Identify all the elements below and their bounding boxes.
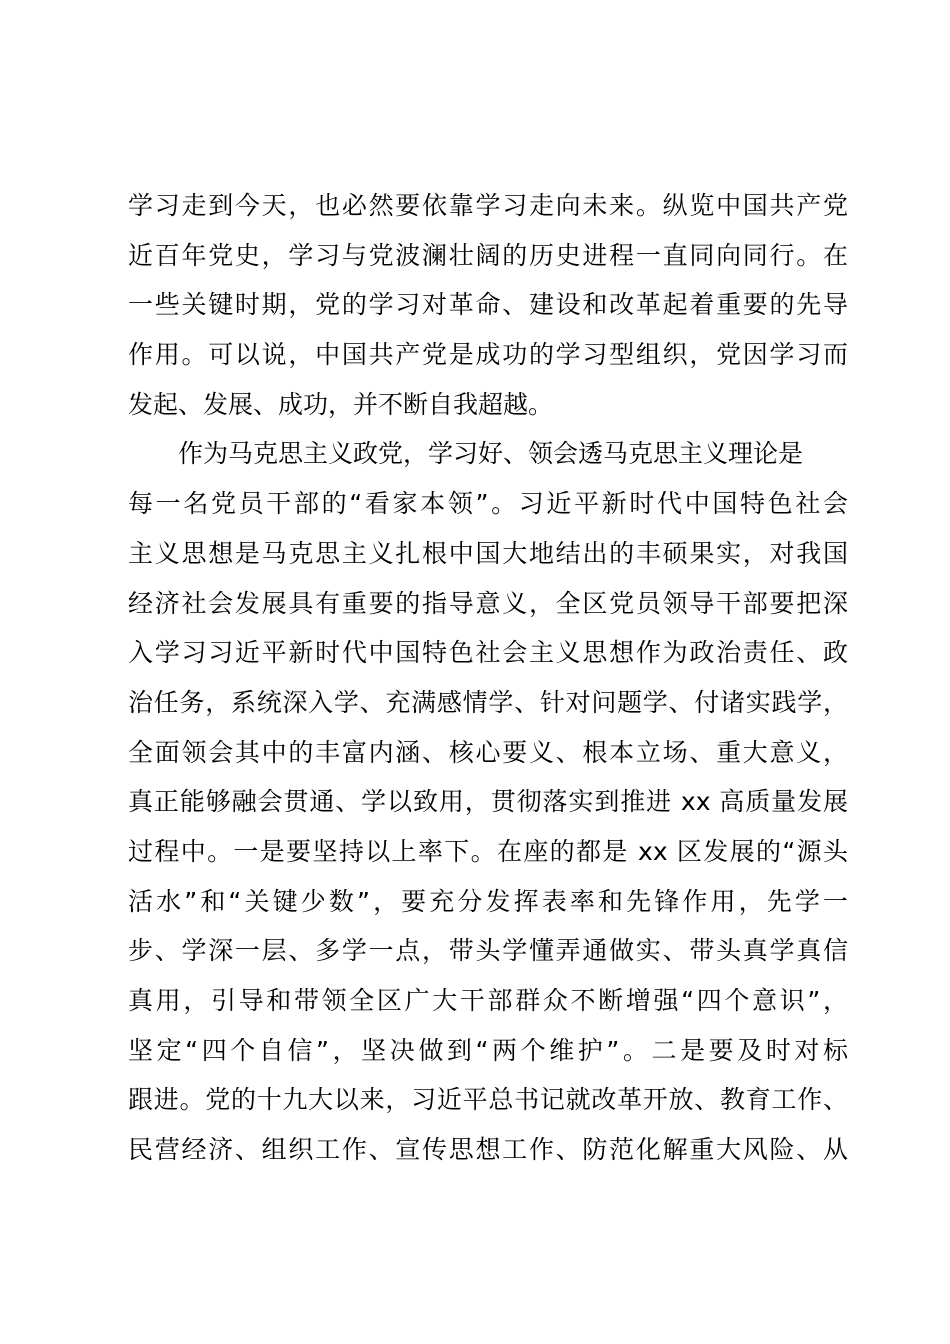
text-line: 学习走到今天，也必然要依靠学习走向未来。纵览中国共产党	[128, 191, 848, 220]
text-line: 治任务，系统深入学、充满感情学、针对问题学、付诸实践学，	[128, 687, 848, 717]
text-line: 坚定“四个自信”，坚决做到“两个维护”。二是要及时对标	[128, 1035, 848, 1065]
text-line: 作用。可以说，中国共产党是成功的学习型组织，党因学习而	[128, 340, 848, 370]
text-line: 发起、发展、成功，并不断自我超越。	[128, 389, 554, 419]
text-line: 真正能够融会贯通、学以致用，贯彻落实到推进 xx 高质量发展	[128, 787, 848, 817]
text-line: 近百年党史，学习与党波澜壮阔的历史进程一直同向同行。在	[128, 240, 848, 270]
text-line: 真用，引导和带领全区广大干部群众不断增强“四个意识”，	[128, 986, 848, 1015]
paragraph	[128, 181, 848, 429]
text-line: 作为马克思主义政党，学习好、领会透马克思主义理论是	[178, 439, 804, 469]
text-line: 步、学深一层、多学一点，带头学懂弄通做实、带头真学真信	[128, 936, 848, 966]
text-line: 入学习习近平新时代中国特色社会主义思想作为政治责任、政	[128, 638, 848, 668]
text-line: 每一名党员干部的“看家本领”。习近平新时代中国特色社会	[128, 489, 848, 519]
text-line: 经济社会发展具有重要的指导意义，全区党员领导干部要把深	[128, 588, 848, 618]
text-line: 跟进。党的十九大以来，习近平总书记就改革开放、教育工作、	[128, 1085, 848, 1115]
text-line: 过程中。一是要坚持以上率下。在座的都是 xx 区发展的“源头	[128, 836, 848, 866]
text-line: 主义思想是马克思主义扎根中国大地结出的丰硕果实，对我国	[128, 538, 848, 568]
paragraph	[128, 429, 848, 1174]
document-body	[128, 181, 848, 1175]
text-line: 活水”和“关键少数”，要充分发挥表率和先锋作用，先学一	[128, 886, 848, 916]
text-line: 一些关键时期，党的学习对革命、建设和改革起着重要的先导	[128, 290, 848, 320]
text-line: 民营经济、组织工作、宣传思想工作、防范化解重大风险、从	[128, 1135, 848, 1165]
text-line: 全面领会其中的丰富内涵、核心要义、根本立场、重大意义，	[128, 737, 848, 767]
